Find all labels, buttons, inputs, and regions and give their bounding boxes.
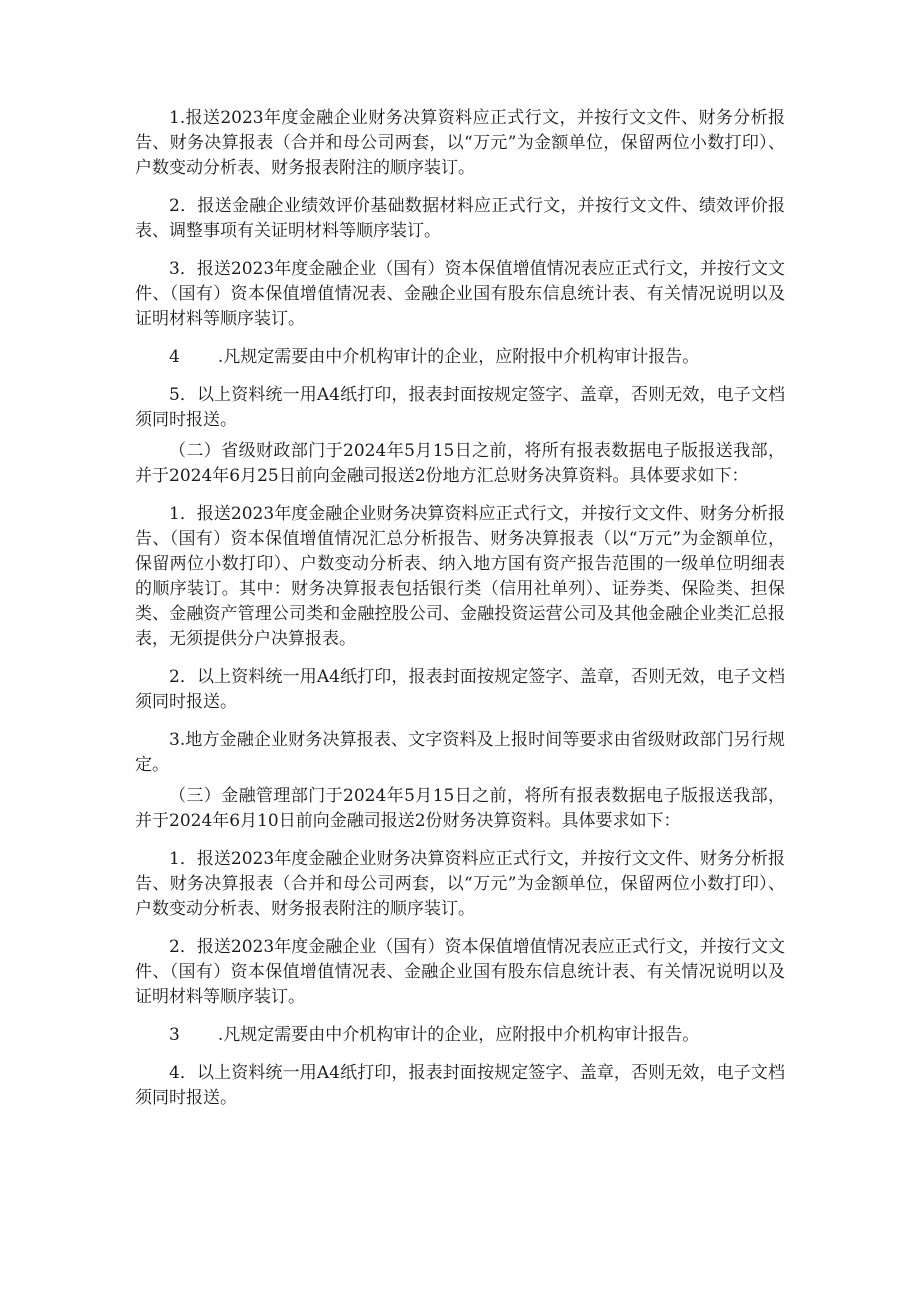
paragraph-1-3: 3．报送2023年度金融企业（国有）资本保值增值情况表应正式行文，并按行文文件、（国有）资本保值增值情况表、金融企业国有股东信息统计表、有关情况说明以及证明材料等顺序装订。 — [135, 259, 785, 329]
paragraph-number: 4 — [169, 347, 180, 367]
paragraph-2-2: 2．以上资料统一用A4纸打印，报表封面按规定签字、盖章，否则无效，电子文档须同时报送。 — [135, 667, 785, 712]
paragraph-2-1: 1．报送2023年度金融企业财务决算资料应正式行文，并按行文文件、财务分析报告、（国有）资本保值增值情况汇总分析报告、财务决算报表（以“万元”为金额单位，保留两位小数打印）、户数变动分析表、纳入地方国有资产报告范围的一级单位明细表的顺序装订。其中：财务决算报表包括银行类（信用社单列）、证券类、保险类、担保类、金融资产管理公司类和金融控股公司、金融投资运营公司及其他金融企业类汇总报表，无须提供分户决算报表。 — [135, 504, 785, 649]
paragraph-2-3: 3.地方金融企业财务决算报表、文字资料及上报时间等要求由省级财政部门另行规定。 — [135, 730, 785, 775]
paragraph-1-2: 2．报送金融企业绩效评价基础数据材料应正式行文，并按行文文件、绩效评价报表、调整事项有关证明材料等顺序装订。 — [135, 196, 785, 241]
paragraph-text: .凡规定需要由中介机构审计的企业，应附报中介机构审计报告。 — [217, 1025, 700, 1045]
paragraph-1-5: 5．以上资料统一用A4纸打印，报表封面按规定签字、盖章，否则无效，电子文档须同时报送。 — [135, 385, 785, 430]
paragraph-text: .凡规定需要由中介机构审计的企业，应附报中介机构审计报告。 — [217, 347, 700, 367]
paragraph-3-4: 4．以上资料统一用A4纸打印，报表封面按规定签字、盖章，否则无效，电子文档须同时报送。 — [135, 1063, 785, 1108]
paragraph-1-4 — [135, 345, 785, 370]
paragraph-3-1: 1．报送2023年度金融企业财务决算资料应正式行文，并按行文文件、财务分析报告、财务决算报表（合并和母公司两套，以“万元”为金额单位，保留两位小数打印）、户数变动分析表、财务报表附注的顺序装订。 — [135, 849, 785, 919]
paragraph-3-2: 2．报送2023年度金融企业（国有）资本保值增值情况表应正式行文，并按行文文件、（国有）资本保值增值情况表、金融企业国有股东信息统计表、有关情况说明以及证明材料等顺序装订。 — [135, 937, 785, 1007]
paragraph-3-3 — [135, 1023, 785, 1048]
paragraph-1-1: 1.报送2023年度金融企业财务决算资料应正式行文，并按行文文件、财务分析报告、财务决算报表（合并和母公司两套，以“万元”为金额单位，保留两位小数打印）、户数变动分析表、财务报表附注的顺序装订。 — [135, 108, 785, 178]
paragraph-number: 3 — [169, 1025, 180, 1045]
document-page — [135, 106, 785, 1111]
section-2-heading: （二）省级财政部门于2024年5月15日之前，将所有报表数据电子版报送我部，并于2024年6月25日前向金融司报送2份地方汇总财务决算资料。具体要求如下： — [135, 441, 785, 486]
section-3-heading: （三）金融管理部门于2024年5月15日之前，将所有报表数据电子版报送我部，并于2024年6月10日前向金融司报送2份财务决算资料。具体要求如下： — [135, 786, 785, 831]
